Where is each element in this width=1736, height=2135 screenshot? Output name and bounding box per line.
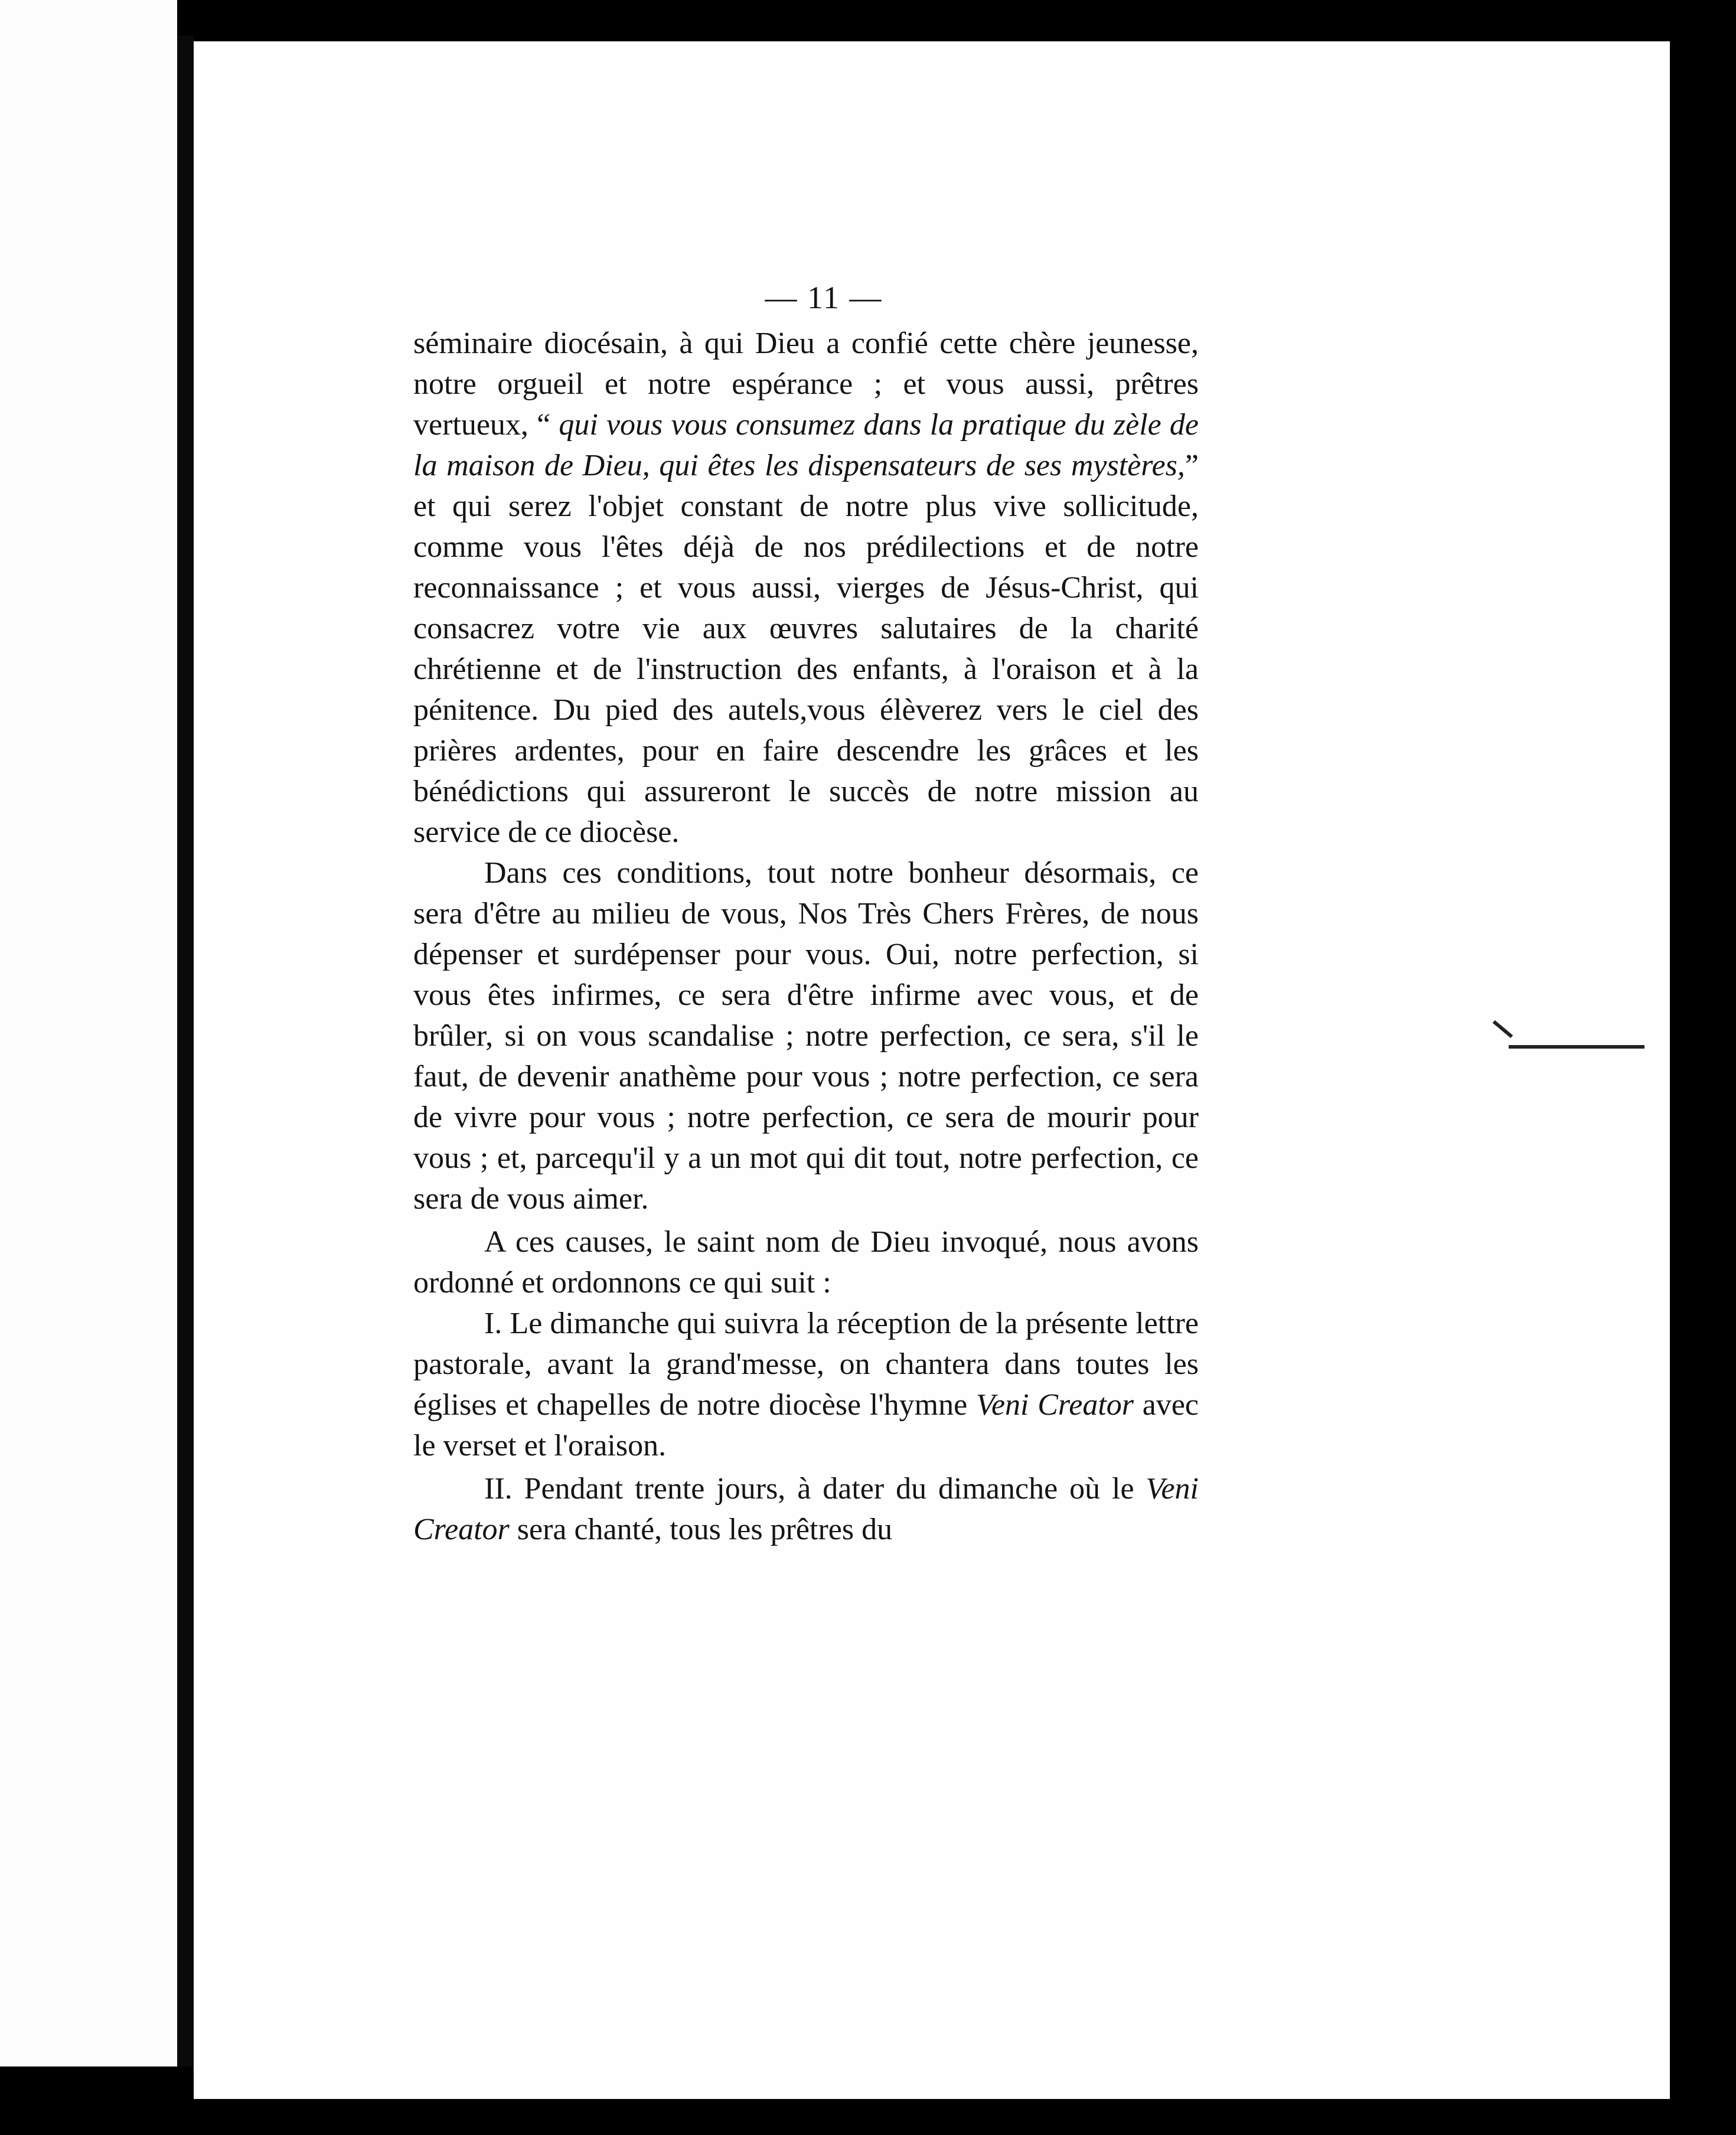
ordinance-item-2-part-2: sera chanté, tous les prêtres du — [509, 1513, 893, 1546]
ordinance-item-1-part-1: I. Le dimanche qui suivra la réception de la présente lettre pastorale, avant la grand'messe, on chantera dans toutes les églises et chapelles de notre diocèse l'hymne — [413, 1307, 1199, 1422]
paragraph-clergy-part-1: séminaire diocésain, à qui Dieu a confié cette chère jeunesse, notre orgueil et notre espérance ; et vous aussi, prêtres vertueux, “ — [413, 327, 1199, 442]
ordinance-item-1-part-2: avec le verset et l'oraison. — [413, 1388, 1199, 1462]
paragraph-perfection: Dans ces conditions, tout notre bonheur désormais, ce sera d'être au milieu de vous, Nos Très Chers Frères, de nous dépenser et surdépenser pour vous. Oui, notre perfection, si vous êtes infirmes, ce sera d'être infirme avec vous, et de brûler, si on vous scandalise ; notre perfection, ce sera, s'il le faut, de devenir anathème pour vous ; notre perfection, ce sera de vivre pour vous ; notre perfection, ce sera de mourir pour vous ; et, parcequ'il y a un mot qui dit tout, notre perfection, ce sera de vous aimer. — [413, 856, 1199, 1216]
ordinance-item-2-part-1: II. Pendant trente jours, à dater du dimanche où le — [484, 1472, 1146, 1506]
paragraph-ordinance-intro: A ces causes, le saint nom de Dieu invoqué, nous avons ordonné et ordonnons ce qui suit : — [413, 1225, 1199, 1300]
page-number: — 11 — — [765, 280, 883, 315]
ordinance-item-1 — [413, 1303, 1199, 1466]
page-text — [413, 278, 1199, 1550]
ordinance-item-2 — [413, 1468, 1199, 1550]
binding-gutter — [177, 35, 194, 2067]
hymn-title-2: Veni Creator — [413, 1472, 1199, 1546]
hymn-title: Veni Creator — [975, 1388, 1134, 1422]
left-page-blank — [0, 0, 177, 2067]
paragraph-clergy-part-2: ” et qui serez l'objet constant de notre plus vive sollicitude, comme vous l'êtes déjà de nos prédilections et de notre reconnaissance ; et vous aussi, vierges de Jésus-Christ, qui consacrez votre vie aux œuvres salutaires de la charité chrétienne et de l'instruction des enfants, à l'oraison et à la pénitence. Du pied des autels,vous élèverez vers le ciel des prières ardentes, pour en faire descendre les grâces et les bénédictions qui assureront le succès de notre mission au service de ce diocèse. — [413, 449, 1199, 849]
page-edge-tear-mark — [1491, 1027, 1644, 1063]
paragraph-clergy-quotation: qui vous vous consumez dans la pratique du zèle de la maison de Dieu, qui êtes les dispensateurs de ses mystères, — [413, 408, 1199, 482]
paragraph-clergy — [413, 323, 1199, 853]
